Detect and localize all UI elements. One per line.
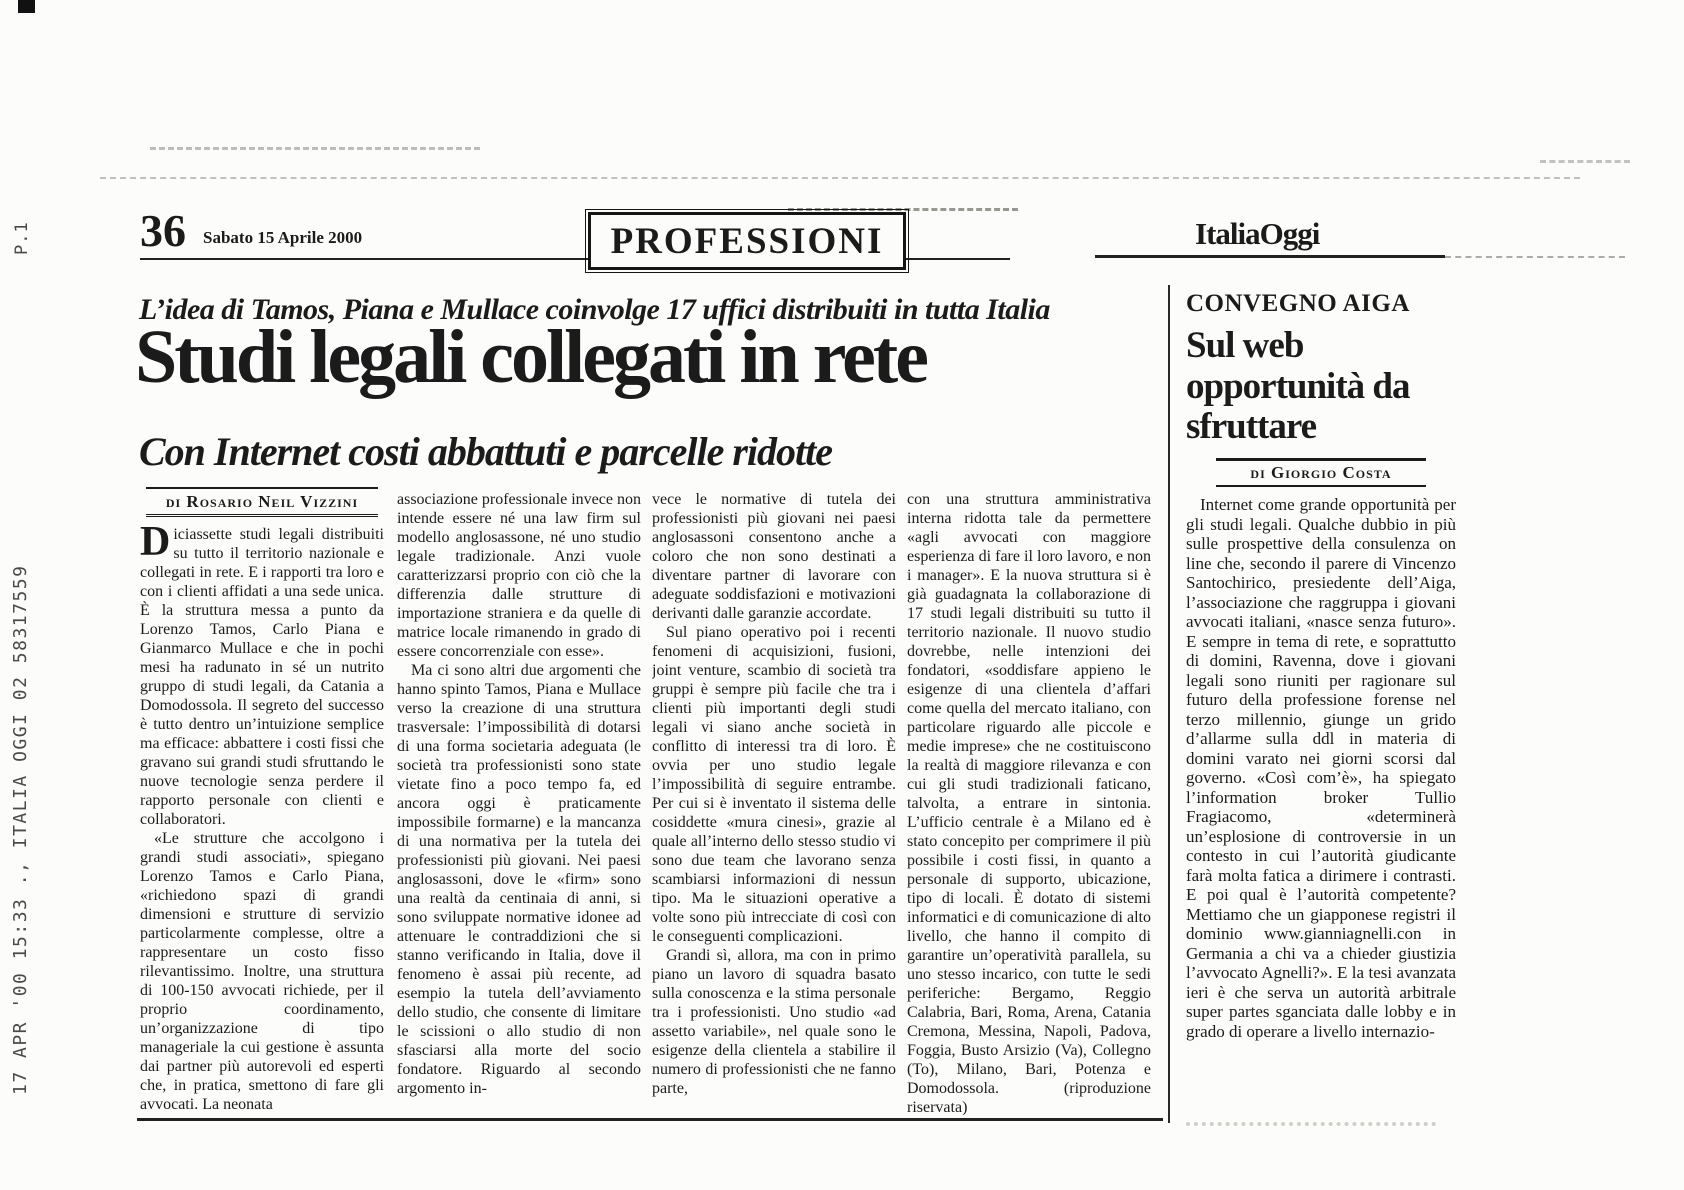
section-banner [588,212,906,270]
masthead-rule-right [1095,255,1445,258]
scan-artifact-line [1540,160,1630,163]
scan-artifact-line [100,177,1580,179]
article-column-2 [397,490,641,1115]
sidebar-rubric: CONVEGNO AIGA [1186,290,1410,317]
sidebar-headline: Sul web opportunità da sfruttare [1186,325,1410,448]
scan-artifact-line [150,147,480,150]
paragraph: con una struttura amministrativa interna ridotta tale da permettere «agli avvocati con maggiore esperienza di fare il loro lavoro, e non i manager». E la nuova struttura si è già guadagnata la collaborazione di 17 studi legali distribuiti su tutto il territorio nazionale. Il nuovo studio dovrebbe, nelle intenzioni dei fondatori, «soddisfare appieno le esigenze di una clientela d’affari come quella del mercato italiano, con particolare riguardo alle piccole e medie imprese» che ne costituiscono la realtà di maggiore rilevanza e con cui gli studi tradizionali faticano, talvolta, a entrare in sintonia. L’ufficio centrale è a Milano ed è stato concepito per comprimere il più possibile i costi fissi, in quanto a personale di supporto, ubicazione, tipo di locali. È dotato di sistemi informatici e di comunicazione di alto livello, che hanno il compito di garantire un’operatività parallela, su uno stesso incarico, con tutte le sedi periferiche: Bergamo, Reggio Calabria, Bari, Roma, Arena, Catania Cremona, Messina, Napoli, Padova, Foggia, Busto Arsizio (Va), Collegno (To), Milano, Bari, Potenza e Domodossola. (riproduzione riservata) [907,491,1151,1115]
fax-page-marker: P.1 [12,221,32,255]
paragraph: Grandi sì, allora, ma con in primo piano un lavoro di squadra basato sulla conoscenza e la stima personale tra i professionisti. Uno studio «ad assetto variabile», nel quale sono le esigenze della clientela a stabilire il numero di professionisti che ne fanno parte, [652,947,896,1097]
fax-margin-strip [0,0,56,1190]
page-number: 36 [140,205,186,256]
article-headline: Studi legali collegati in rete [135,315,926,399]
article-column-4 [907,490,1151,1115]
masthead [0,200,1684,290]
sidebar-byline: di Giorgio Costa [1216,458,1426,487]
section-title: PROFESSIONI [610,220,884,262]
article-bottom-rule [137,1118,1163,1121]
issue-date: Sabato 15 Aprile 2000 [203,228,363,247]
column-divider-rule [1168,285,1170,1123]
article-subhead: Con Internet costi abbattuti e parcelle ridotte [139,429,832,474]
sidebar-body [1186,495,1456,1041]
article-byline: di Rosario Neil Vizzini [146,487,378,517]
paragraph: Ma ci sono altri due argomenti che hanno spinto Tamos, Piana e Mullace verso la creazione di una struttura trasversale: l’impossibilità di dotarsi di una forma societaria adeguata (le società tra professionisti sono state vietate fino a poco tempo fa, ed ancora oggi è praticamente impossibile formarne) e la mancanza di una normativa per la tutela dei professionisti più giovani. Nei paesi anglosassoni, dove le «firm» sono una realtà da centinaia di anni, si sono sviluppate normative idonee ad attenuare le contraddizioni che si stanno verificando in Italia, dove il fenomeno è assai più recente, ad esempio la tutela dell’avviamento dello studio, che consente di limitare le scissioni o allo studio di non sfasciarsi alla morte del socio fondatore. Riguardo al secondo argomento in- [397,662,641,1097]
drop-cap: D [140,519,171,565]
paragraph: Internet come grande opportunità per gli studi legali. Qualche dubbio in più sulle prospettive della consulenza on line che, secondo il parere di Vincenzo Santochirico, presiedente dell’Aiga, l’associazione che raggruppa i giovani avvocati italiani, «nasce senza futuro». E sempre in tema di rete, e soprattutto di domini, Ravenna, dove i giovani legali sono riuniti per ragionare sul futuro della professione forense nel terzo millennio, giunge un grido d’allarme sulla ddl in materia di domini varato nei giorni scorsi dal governo. «Così com’è», ha spiegato l’information broker Tullio Fragiacomo, «determinerà un’esplosione di controversie in un contesto in cui l’autorità giudicante farà molta fatica a dirimere i contrasti. E poi qual è l’autorità competente? Mettiamo che un giapponese registri il dominio www.gianniagnelli.con in Germania a chi va a chieder giustizia l’avvocato Agnelli?». E la tesi avanzata ieri è che serva un autorità arbitrale super partes sganciata dalle lobby e in grado di operare a livello internazio- [1186,495,1456,1041]
paragraph: Sul piano operativo poi i recenti fenomeni di acquisizioni, fusioni, joint venture, scambio di società tra gruppi è sempre più facile che tra i clienti più importanti degli studi legali vi siano anche società in conflitto di interessi tra di loro. È ovvia per uno studio legale l’impossibilità di seguire entrambe. Per cui si è inventato il sistema delle cosiddette «mura cinesi», grazie al quale all’interno dello stesso studio vi sono due team che lavorano senza scambiarsi informazioni di nessun tipo. Ma le situazioni operative a volte sono più intrecciate di così con le conseguenti complicazioni. [652,624,896,945]
sidebar-article [1186,290,1456,1041]
paragraph: associazione professionale invece non intende essere né una law firm sul modello anglosassone, né uno studio legale tradizionale. Anzi vuole caratterizzarsi proprio con ciò che la differenzia dalle strutture di importazione straniera e da quelle di matrice locale rimanendo in grado di essere concorrenziale con esse». [397,491,641,660]
newspaper-logo: ItaliaOggi [1195,216,1320,251]
article-kicker: L’idea di Tamos, Piana e Mullace coinvolge 17 uffici distribuiti in tutta Italia [139,293,1050,326]
fax-transmission-line: 17 APR '00 15:33 ., ITALIA OGGI 02 58317559 [10,564,31,1095]
paragraph: vece le normative di tutela dei professionisti più giovani nei paesi anglosassoni consentono anche a coloro che non sono destinati a diventare partner di lavorare con adeguate soddisfazioni e motivazioni derivanti dalle garanzie accordate. [652,491,896,622]
paragraph: Diciassette studi legali distribuiti su tutto il territorio nazionale e collegati in rete. E i rapporti tra loro e con i clienti affidati a una sede unica. È la struttura messa a punto da Lorenzo Tamos, Carlo Piana e Gianmarco Mullace e che in pochi mesi ha radunato in sé un nutrito gruppo di studi legali, da Catania a Domodossola. Il segreto del successo è tutto dentro un’intuizione semplice ma efficace: abbattere i costi fissi che gravano sui grandi studi sfruttando le nuove tecnologie senza perdere il rapporto personale con clienti e collaboratori. [140,519,384,828]
scan-faded-text-line [1186,1122,1436,1126]
paragraph: «Le strutture che accolgono i grandi studi associati», spiegano Lorenzo Tamos e Carlo Piana, «richiedono spazi di grandi dimensioni e strutture di servizio particolarmente complesse, oltre a rappresentare un costo fisso rilevantissimo. Inoltre, una struttura di 100-150 avvocati richiede, per il proprio coordinamento, un’organizzazione di tipo manageriale la cui gestione è assunta dai partner più autorevoli ed esperti che, in pratica, smettono di fare gli avvocati. La neonata [140,830,384,1112]
scan-artifact-line [1445,256,1625,258]
article-column-1 [140,487,384,1112]
article-column-3 [652,490,896,1115]
